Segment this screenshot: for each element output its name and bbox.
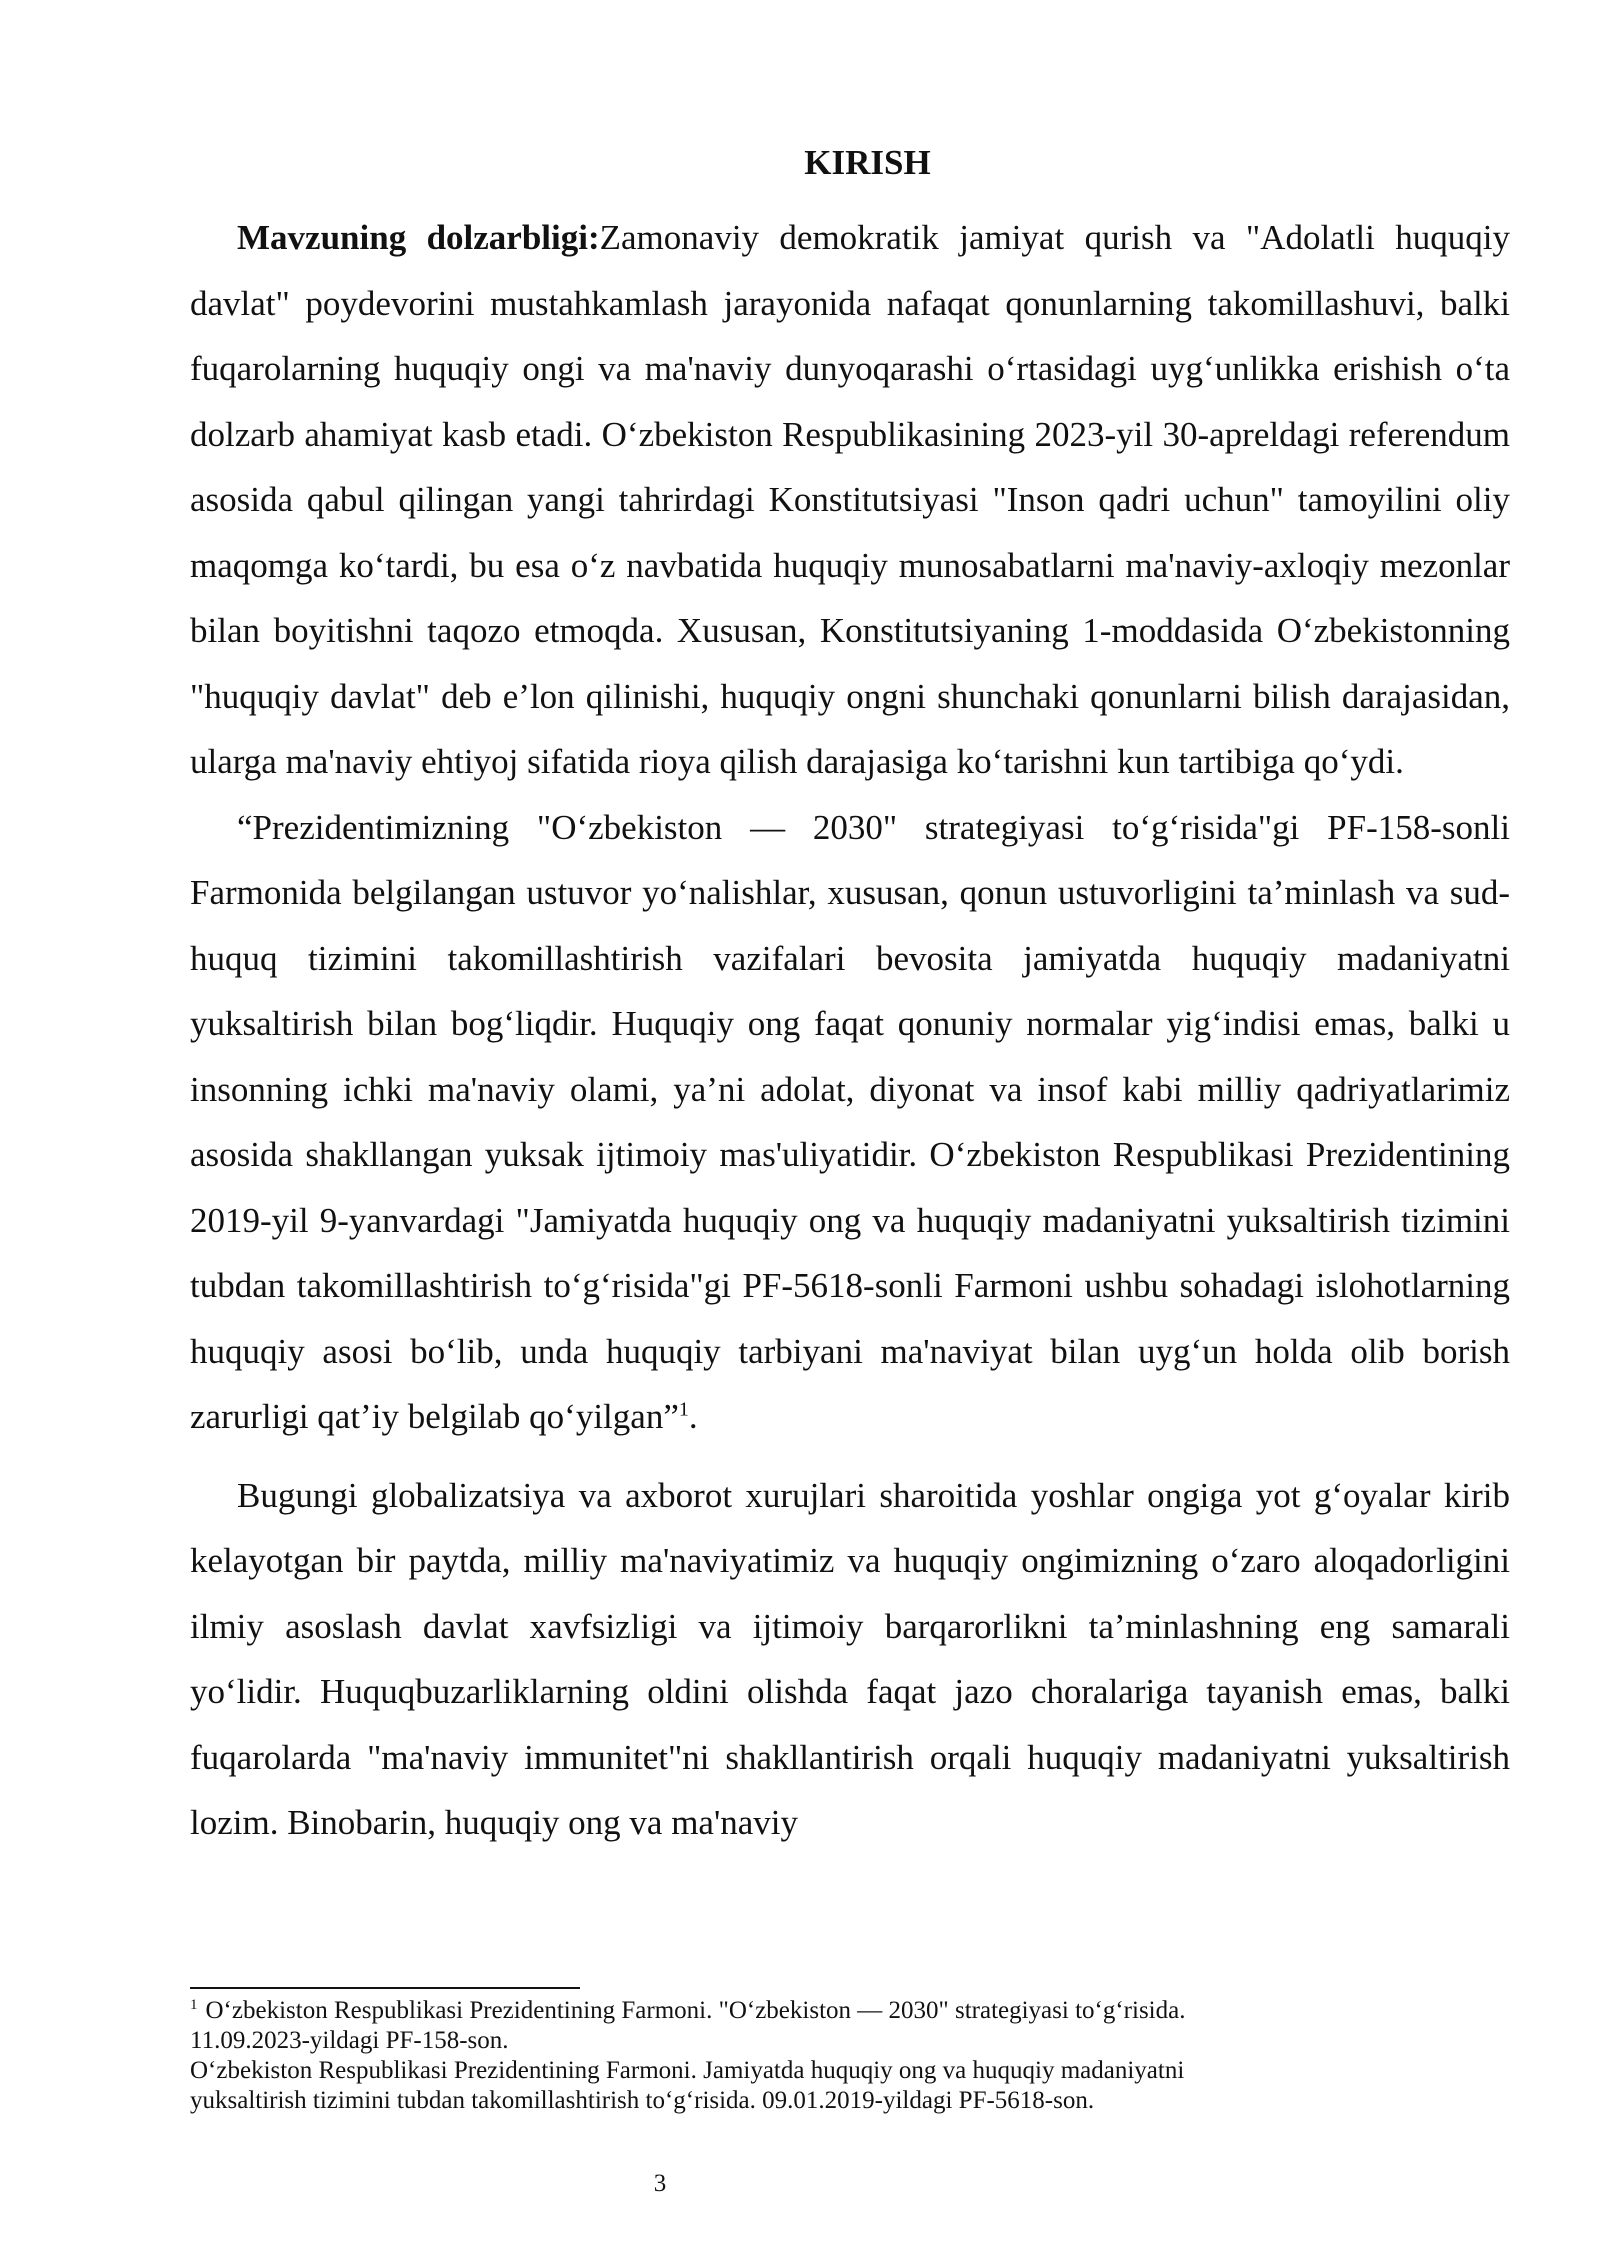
paragraph-text: Zamonaviy demokratik jamiyat qurish va "Adolatli huquqiy davlat" poydevorini mustahkamlash jarayonida nafaqat qonunlarning takomillashuvi, balki fuqarolarning huquqiy ongi va ma'naviy dunyoqarashi oʻrtasidagi uygʻunlikka erishish oʻta dolzarb ahamiyat kasb etadi. Oʻzbekiston Respublikasining 2023-yil 30-apreldagi referendum asosida qabul qilingan yangi tahrirdagi Konstitutsiyasi "Inson qadri uchun" tamoyilini oliy maqomga koʻtardi, bu esa oʻz navbatida huquqiy munosabatlarni ma'naviy-axloqiy mezonlar bilan boyitishni taqozo etmoqda. Xususan, Konstitutsiyaning 1-moddasida Oʻzbekistonning "huquqiy davlat" deb e’lon qilinishi, huquqiy ongni shunchaki qonunlarni bilish darajasidan, ularga ma'naviy ehtiyoj sifatida rioya qilish darajasiga koʻtarishni kun tartibiga qoʻydi. [190, 218, 1510, 781]
footnote-line: 11.09.2023-yildagi PF-158-son. [190, 2027, 509, 2054]
footnote-mark: 1 [190, 1996, 198, 2013]
page-title: KIRISH [804, 143, 931, 182]
paragraph-globalization [190, 1463, 1510, 1856]
footnotes [190, 1996, 1510, 2116]
paragraph-text: Bugungi globalizatsiya va axborot xurujlari sharoitida yoshlar ongiga yot gʻoyalar kirib kelayotgan bir paytda, milliy ma'naviyatimiz va huquqiy ongimizning oʻzaro aloqadorligini ilmiy asoslash davlat xavfsizligi va ijtimoiy barqarorlikni ta’minlashning eng samarali yoʻlidir. Huquqbuzarliklarning oldini olishda faqat jazo choralariga tayanish emas, balki fuqarolarda "ma'naviy immunitet"ni shakllantirish orqali huquqiy madaniyatni yuksaltirish lozim. Binobarin, huquqiy ong va ma'naviy [190, 1475, 1510, 1842]
paragraph-strategy [190, 795, 1510, 1450]
footnote-line: yuksaltirish tizimini tubdan takomillashtirish toʻgʻrisida. 09.01.2019-yildagi PF-5618-son. [190, 2087, 1095, 2114]
paragraph-text: “Prezidentimizning "Oʻzbekiston — 2030" strategiyasi toʻgʻrisida"gi PF-158-sonli Farmonida belgilangan ustuvor yoʻnalishlar, xususan, qonun ustuvorligini ta’minlash va sud-huquq tizimini takomillashtirish vazifalari bevosita jamiyatda huquqiy madaniyatni yuksaltirish bilan bogʻliqdir. Huquqiy ong faqat qonuniy normalar yigʻindisi emas, balki u insonning ichki ma'naviy olami, ya’ni adolat, diyonat va insof kabi milliy qadriyatlarimiz asosida shakllangan yuksak ijtimoiy mas'uliyatidir. Oʻzbekiston Respublikasi Prezidentining 2019-yil 9-yanvardagi "Jamiyatda huquqiy ong va huquqiy madaniyatni yuksaltirish tizimini tubdan takomillashtirish toʻgʻrisida"gi PF-5618-sonli Farmoni ushbu sohadagi islohotlarning huquqiy asosi boʻlib, unda huquqiy tarbiyani ma'naviyat bilan uygʻun holda olib borish zarurligi qat’iy belgilab qoʻyilgan” [190, 807, 1510, 1436]
footnote-separator [190, 1987, 580, 1989]
body-text [190, 205, 1510, 1856]
footnote-reference[interactable]: 1 [678, 1398, 689, 1421]
paragraph-tail: . [688, 1397, 698, 1436]
footnote-line: Oʻzbekiston Respublikasi Prezidentining Farmoni. Jamiyatda huquqiy ong va huquqiy madaniyatni [190, 2057, 1185, 2084]
paragraph-relevance [190, 205, 1510, 795]
paragraph-lead: Mavzuning dolzarbligi: [237, 218, 600, 257]
page-number: 3 [653, 2170, 667, 2197]
footnote-item [190, 1996, 1510, 2026]
footnote-line: Oʻzbekiston Respublikasi Prezidentining Farmoni. "Oʻzbekiston — 2030" strategiyasi toʻgʻrisida. [205, 1997, 1186, 2024]
